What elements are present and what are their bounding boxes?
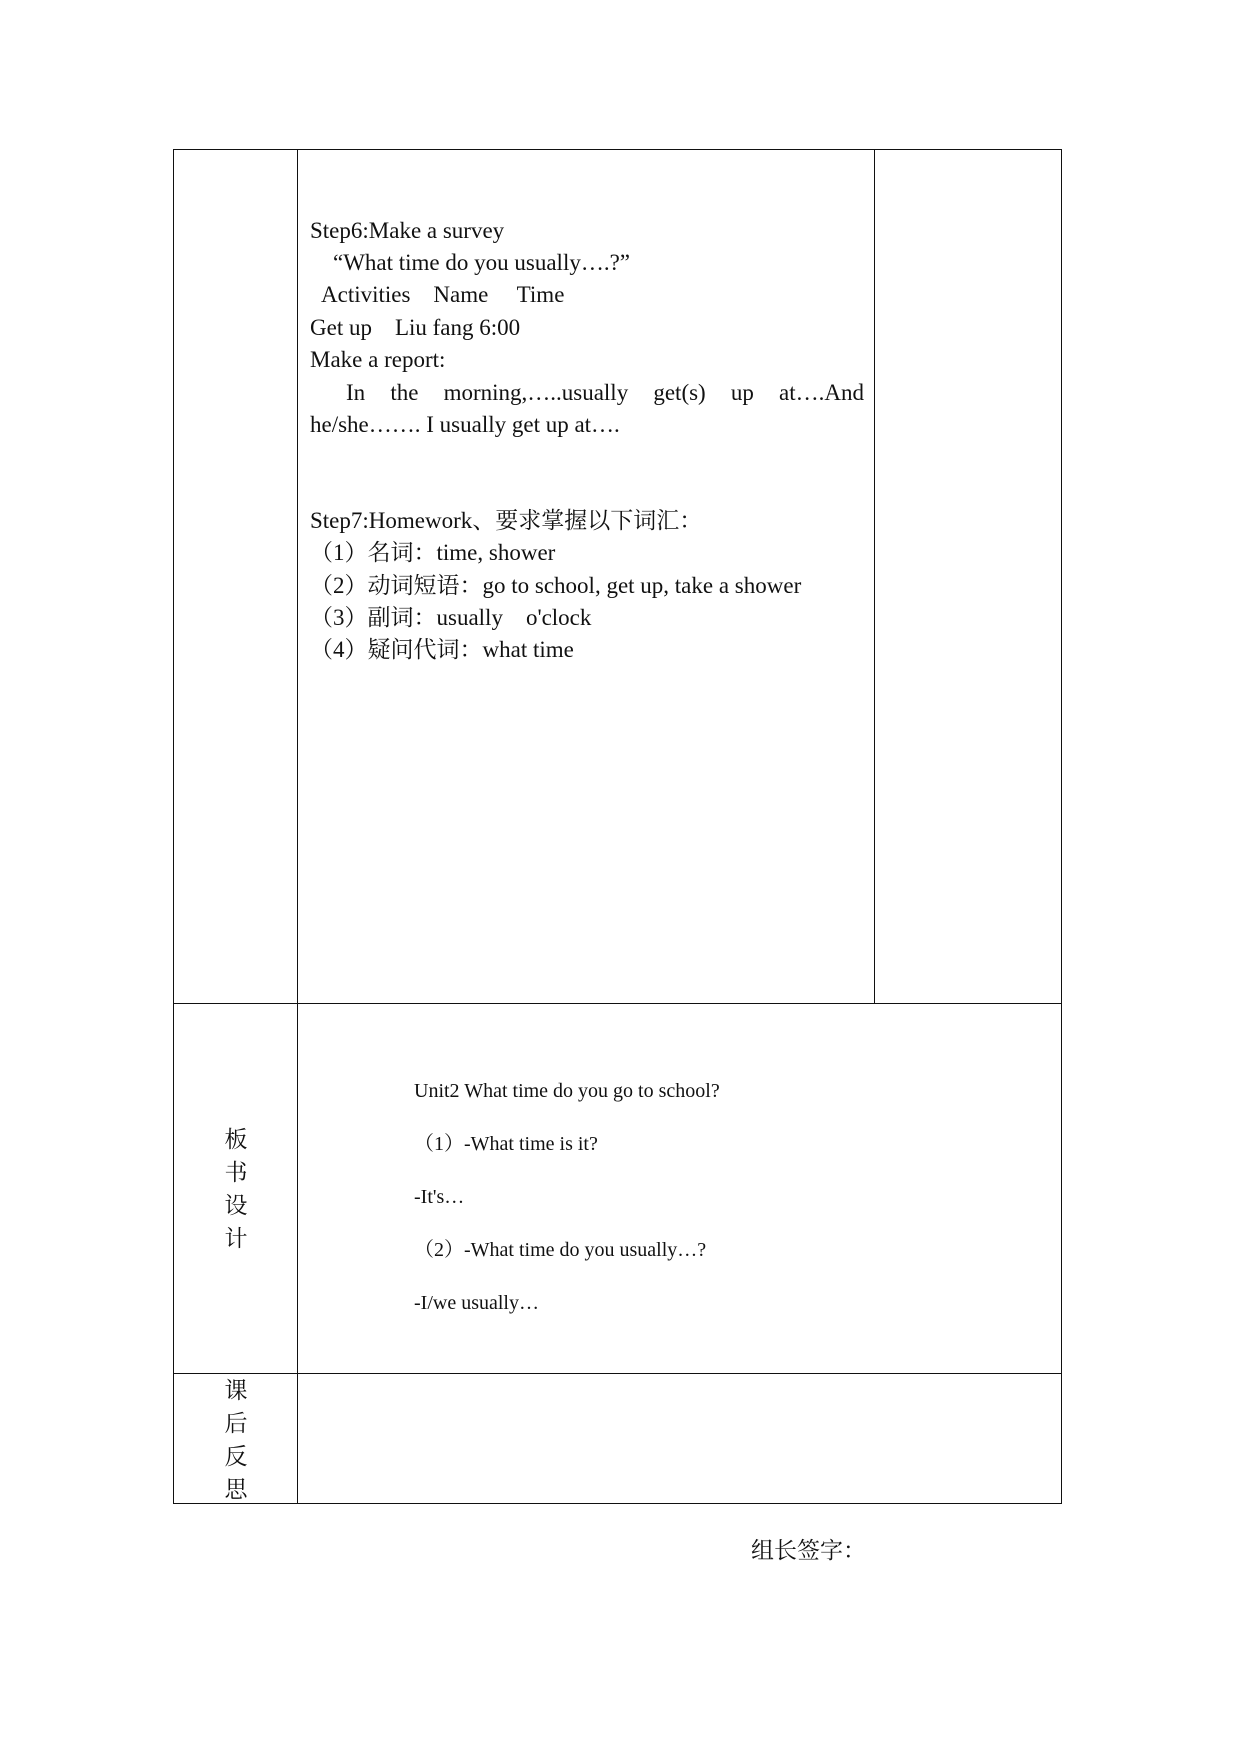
board-line: （1）-What time is it?: [414, 1133, 598, 1155]
survey-question: “What time do you usually….?”: [333, 250, 631, 275]
table-bottom-border: [173, 1503, 1062, 1504]
board-design-label: 板书设计: [224, 1127, 248, 1251]
survey-row: Get up Liu fang 6:00: [310, 315, 521, 340]
vocab-item: （3）副词：usually o'clock: [310, 605, 592, 630]
table-top-border: [173, 149, 1062, 150]
group-leader-signature-label: 组长签字：: [751, 1538, 866, 1563]
report-word: get(s): [653, 380, 706, 405]
report-word: at….And: [779, 380, 864, 405]
report-word: the: [390, 380, 419, 405]
table-right-column-divider: [874, 149, 875, 1004]
report-line-1: [346, 378, 864, 408]
board-line: -I/we usually…: [414, 1292, 539, 1314]
report-word: morning,…..usually: [443, 380, 629, 405]
table-label-column-divider: [297, 149, 298, 1504]
table-right-border: [1061, 149, 1062, 1504]
table-row1-bottom-border: [173, 1003, 1062, 1004]
table-row2-bottom-border: [173, 1373, 1062, 1374]
report-word: In: [346, 380, 366, 405]
report-word: up: [730, 380, 754, 405]
step7-title: Step7:Homework、要求掌握以下词汇：: [310, 508, 703, 533]
vocab-item: （4）疑问代词：what time: [310, 637, 574, 662]
step6-title: Step6:Make a survey: [310, 218, 505, 243]
table-left-border: [173, 149, 174, 1504]
survey-header: Activities Name Time: [321, 282, 565, 307]
board-title: Unit2 What time do you go to school?: [414, 1080, 720, 1102]
board-line: -It's…: [414, 1186, 465, 1208]
report-title: Make a report:: [310, 347, 446, 372]
vocab-item: （1）名词：time, shower: [310, 540, 556, 565]
reflection-label: 课后反思: [224, 1378, 248, 1502]
vocab-item: （2）动词短语：go to school, get up, take a shower: [310, 573, 802, 598]
report-line-2: he/she……. I usually get up at….: [310, 412, 620, 437]
board-line: （2）-What time do you usually…?: [414, 1239, 707, 1261]
